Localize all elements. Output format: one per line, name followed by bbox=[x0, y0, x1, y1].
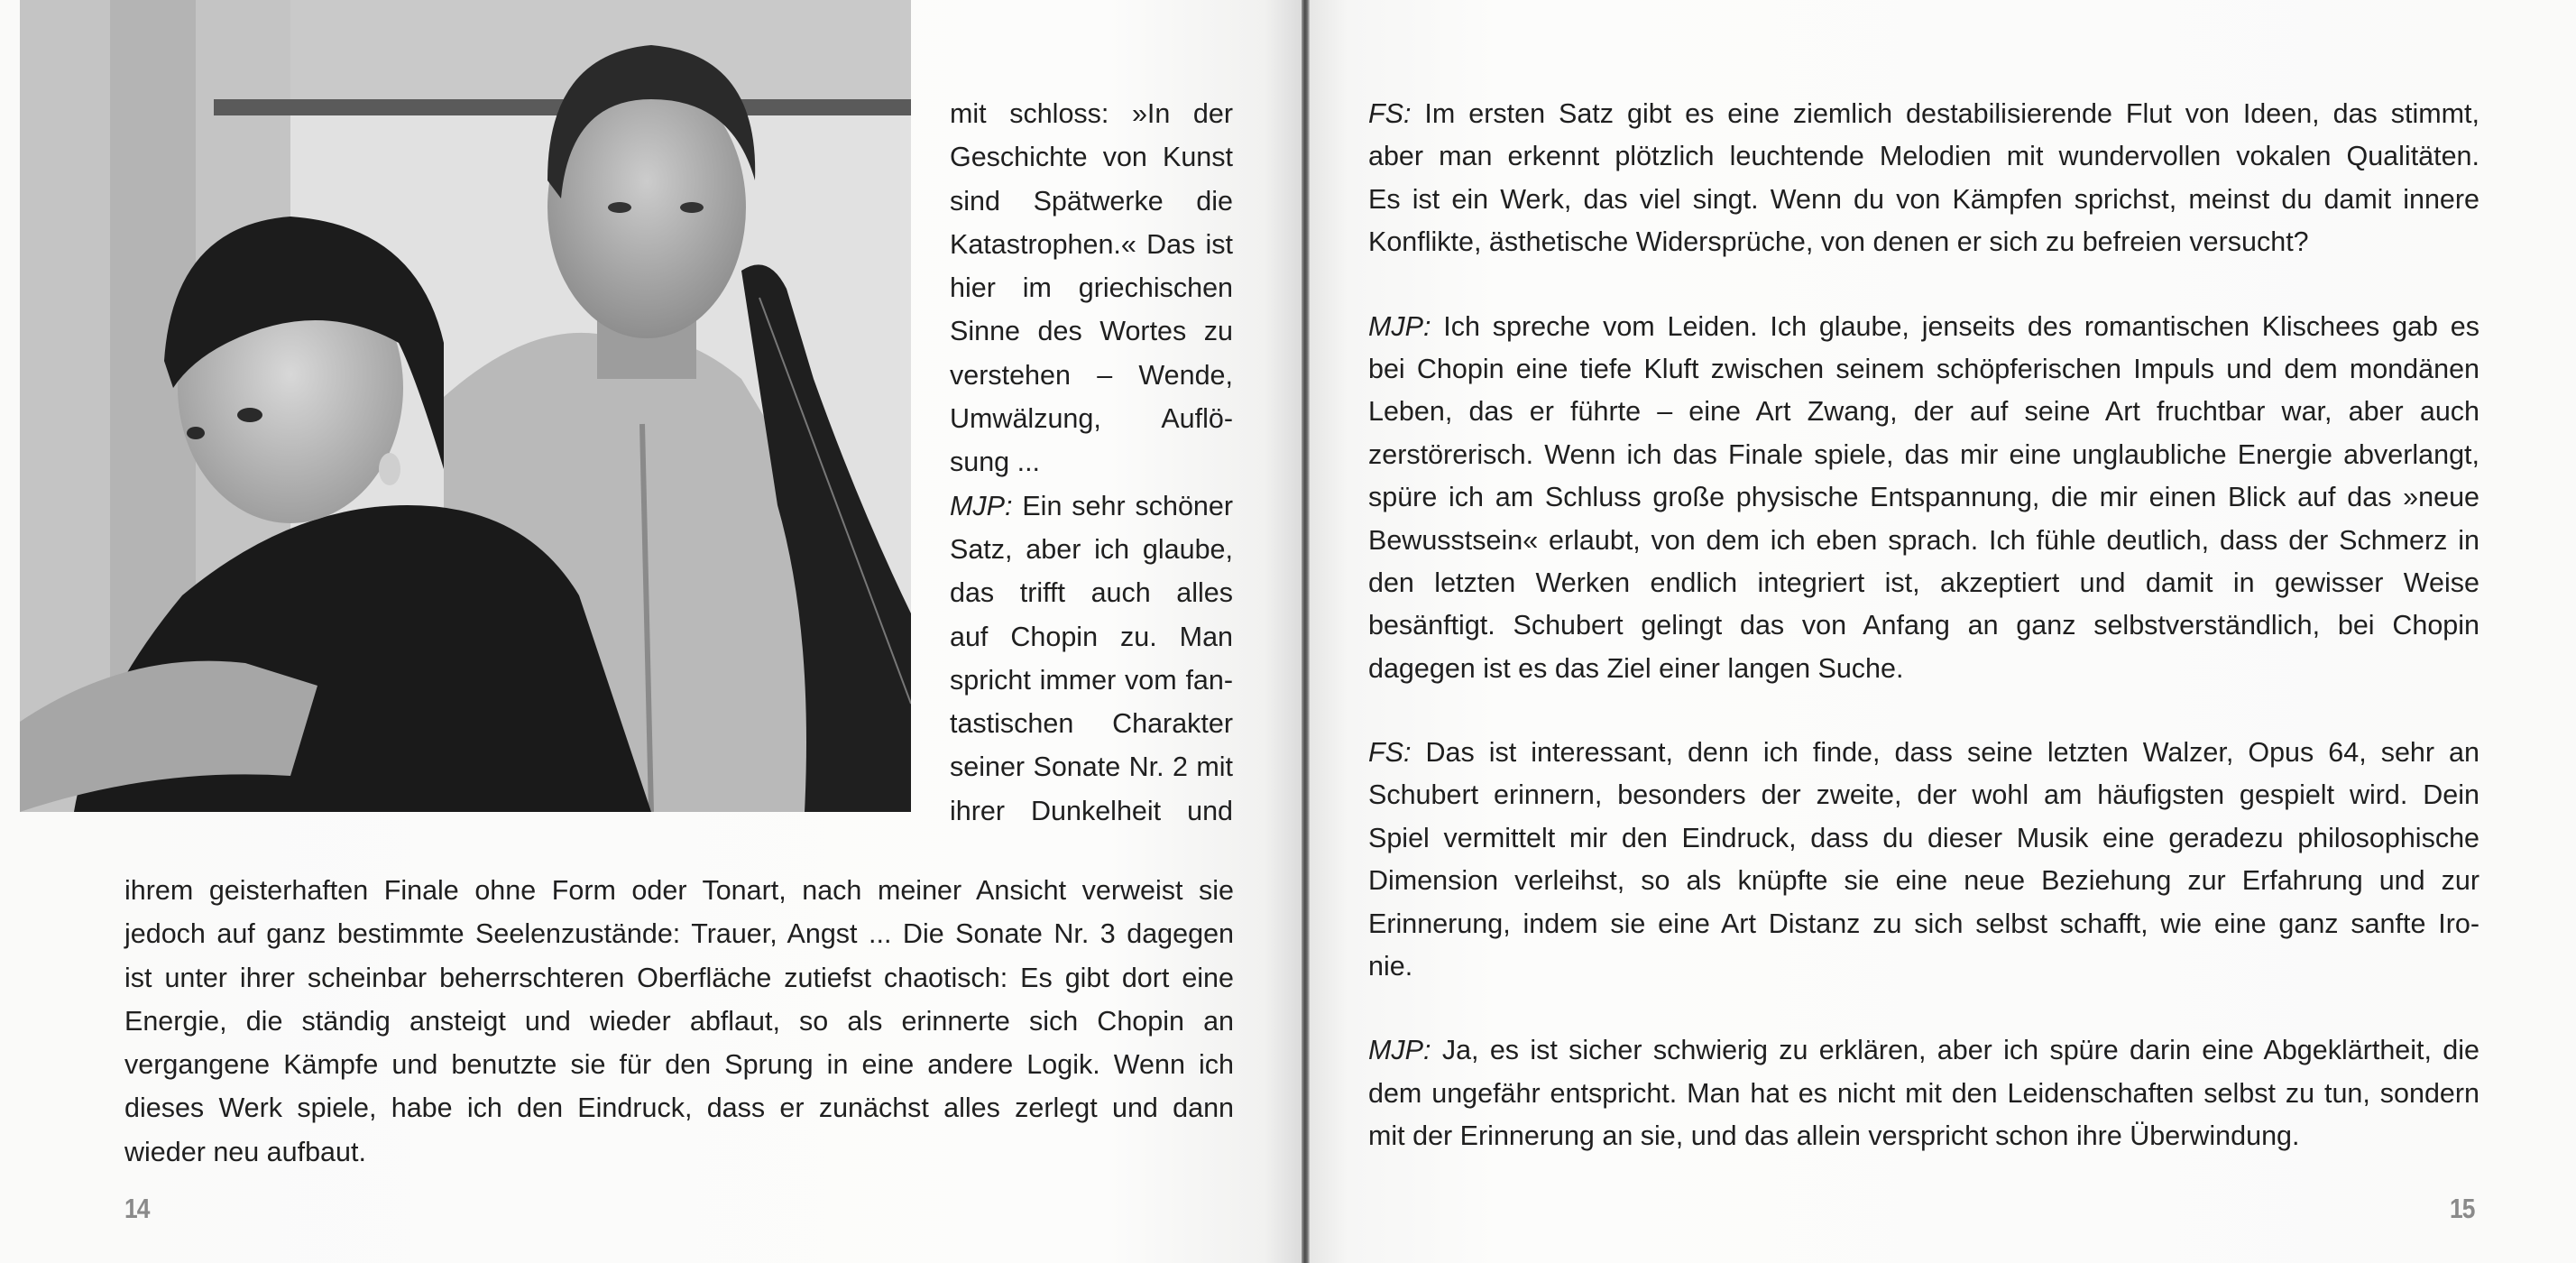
text-line: dagegen ist es das Ziel einer langen Suche. bbox=[1368, 652, 1904, 684]
speaker-label: MJP: bbox=[1368, 1035, 1431, 1066]
bottom-paragraph bbox=[124, 869, 1234, 1174]
text-line: Dimension verleihst, so als knüpfte sie eine neue Beziehung zur Erfahrung und zur bbox=[1368, 865, 2479, 897]
speaker-label: MJP: bbox=[1368, 310, 1431, 342]
speaker-label: FS: bbox=[1368, 737, 1412, 769]
text-line: dieses Werk spiele, habe ich den Eindruck, dass er zunächst alles zerlegt und dann bbox=[124, 1092, 1234, 1124]
text-line: sung ... bbox=[950, 447, 1041, 478]
text-line: Bewusstsein« erlaubt, von dem ich eben sprach. Ich fühle deutlich, dass der Schmerz in bbox=[1368, 524, 2479, 556]
page-number: 14 bbox=[124, 1193, 150, 1224]
speaker-label: FS: bbox=[1368, 98, 1412, 129]
text-line: MJP: Ja, es ist sicher schwierig zu erklären, aber ich spüre darin eine Abgeklärtheit, die bbox=[1368, 1035, 2480, 1066]
text-line: spüre ich am Schluss große physische Entspannung, die mir einen Blick auf das »neue bbox=[1368, 482, 2479, 513]
text-line: mit schloss: »In der bbox=[950, 98, 1233, 129]
text-line: mit der Erinnerung an sie, und das allein verspricht schon ihre Überwindung. bbox=[1368, 1120, 2300, 1152]
text-line: jedoch auf ganz bestimmte Seelenzustände: Trauer, Angst ... Die Sonate Nr. 3 dagegen bbox=[124, 918, 1234, 950]
paragraph-gap bbox=[1368, 263, 2479, 305]
text-line: Spiel vermittelt mir den Eindruck, dass du dieser Musik eine geradezu philosophische bbox=[1368, 822, 2479, 853]
text-line: Konflikte, ästhetische Widersprüche, von denen er sich zu befreien versucht? bbox=[1368, 226, 2309, 258]
text-line: FS: Das ist interessant, denn ich finde, dass seine letzten Walzer, Opus 64, sehr an bbox=[1368, 737, 2479, 769]
text-line: Umwälzung, Auflö- bbox=[950, 403, 1233, 435]
book-gutter bbox=[1302, 0, 1310, 1263]
text-line: zerstörerisch. Wenn ich das Finale spiele, das mir eine unglaubliche Energie abverlangt, bbox=[1368, 438, 2479, 470]
paragraph-mjp-1 bbox=[1368, 305, 2479, 690]
text-line: wieder neu aufbaut. bbox=[124, 1136, 366, 1167]
text-line: Sinne des Wortes zu bbox=[950, 316, 1233, 347]
paragraph-fs-1 bbox=[1368, 92, 2479, 263]
paragraph-mjp-2 bbox=[1368, 1028, 2479, 1157]
paragraph-gap bbox=[1368, 689, 2479, 731]
text-line: bei Chopin eine tiefe Kluft zwischen seinem schöpferischen Impuls und dem mondänen bbox=[1368, 353, 2479, 384]
narrow-column-text bbox=[950, 92, 1233, 833]
text-line: FS: Im ersten Satz gibt es eine ziemlich destabilisierende Flut von Ideen, das stimmt, bbox=[1368, 98, 2479, 129]
portrait-photo bbox=[20, 0, 911, 812]
text-line: verstehen – Wende, bbox=[950, 359, 1233, 391]
text-line: Geschichte von Kunst bbox=[950, 142, 1233, 173]
text-line: ihrer Dunkelheit und bbox=[950, 795, 1233, 826]
text-line: Leben, das er führte – eine Art Zwang, der auf seine Art fruchtbar war, aber auch bbox=[1368, 396, 2479, 428]
right-page-text bbox=[1368, 92, 2479, 1157]
text-line: Erinnerung, indem sie eine Art Distanz zu sich selbst schafft, wie eine ganz sanfte Iro- bbox=[1368, 908, 2479, 939]
page-number: 15 bbox=[2450, 1193, 2475, 1224]
text-line: vergangene Kämpfe und benutzte sie für den Sprung in eine andere Logik. Wenn ich bbox=[124, 1049, 1234, 1081]
portrait-photo-graphic bbox=[20, 0, 911, 812]
text-line: nie. bbox=[1368, 951, 1413, 982]
text-line: Es ist ein Werk, das viel singt. Wenn du von Kämpfen sprichst, meinst du damit innere bbox=[1368, 183, 2479, 215]
text-line: auf Chopin zu. Man bbox=[950, 621, 1233, 652]
text-line: ihrem geisterhaften Finale ohne Form oder Tonart, nach meiner Ansicht verweist sie bbox=[124, 875, 1234, 906]
text-line: tastischen Charakter bbox=[950, 708, 1233, 740]
text-line: besänftigt. Schubert gelingt das von Anfang an ganz selbstverständlich, bei Chopin bbox=[1368, 610, 2479, 641]
text-line: hier im griechischen bbox=[950, 272, 1233, 304]
text-line: Satz, aber ich glaube, bbox=[950, 533, 1233, 565]
text-line: Schubert erinnern, besonders der zweite, der wohl am häufigsten gespielt wird. Dein bbox=[1368, 779, 2479, 811]
text-line: aber man erkennt plötzlich leuchtende Melodien mit wundervollen vokalen Qualitäten. bbox=[1368, 141, 2479, 172]
text-line: dem ungefähr entspricht. Man hat es nicht mit den Leidenschaften selbst zu tun, sondern bbox=[1368, 1077, 2479, 1109]
text-line: MJP: Ich spreche vom Leiden. Ich glaube, jenseits des romantischen Klischees gab es bbox=[1368, 310, 2479, 342]
paragraph-fs-2 bbox=[1368, 731, 2479, 987]
speaker-label: MJP: bbox=[950, 490, 1013, 521]
text-line: sind Spätwerke die bbox=[950, 185, 1233, 217]
text-line: seiner Sonate Nr. 2 mit bbox=[950, 751, 1233, 783]
text-line: Energie, die ständig ansteigt und wieder abflaut, so als erinnerte sich Chopin an bbox=[124, 1005, 1234, 1037]
text-line: spricht immer vom fan- bbox=[950, 664, 1233, 696]
text-line: MJP: Ein sehr schöner bbox=[950, 490, 1233, 521]
text-line: ist unter ihrer scheinbar beherrschteren Oberfläche zutiefst chaotisch: Es gibt dort eine bbox=[124, 962, 1234, 993]
text-line: das trifft auch alles bbox=[950, 577, 1233, 609]
text-line: den letzten Werken endlich integriert ist, akzeptiert und damit in gewisser Weise bbox=[1368, 567, 2479, 598]
paragraph-gap bbox=[1368, 987, 2479, 1028]
text-line: Katastrophen.« Das ist bbox=[950, 228, 1233, 260]
